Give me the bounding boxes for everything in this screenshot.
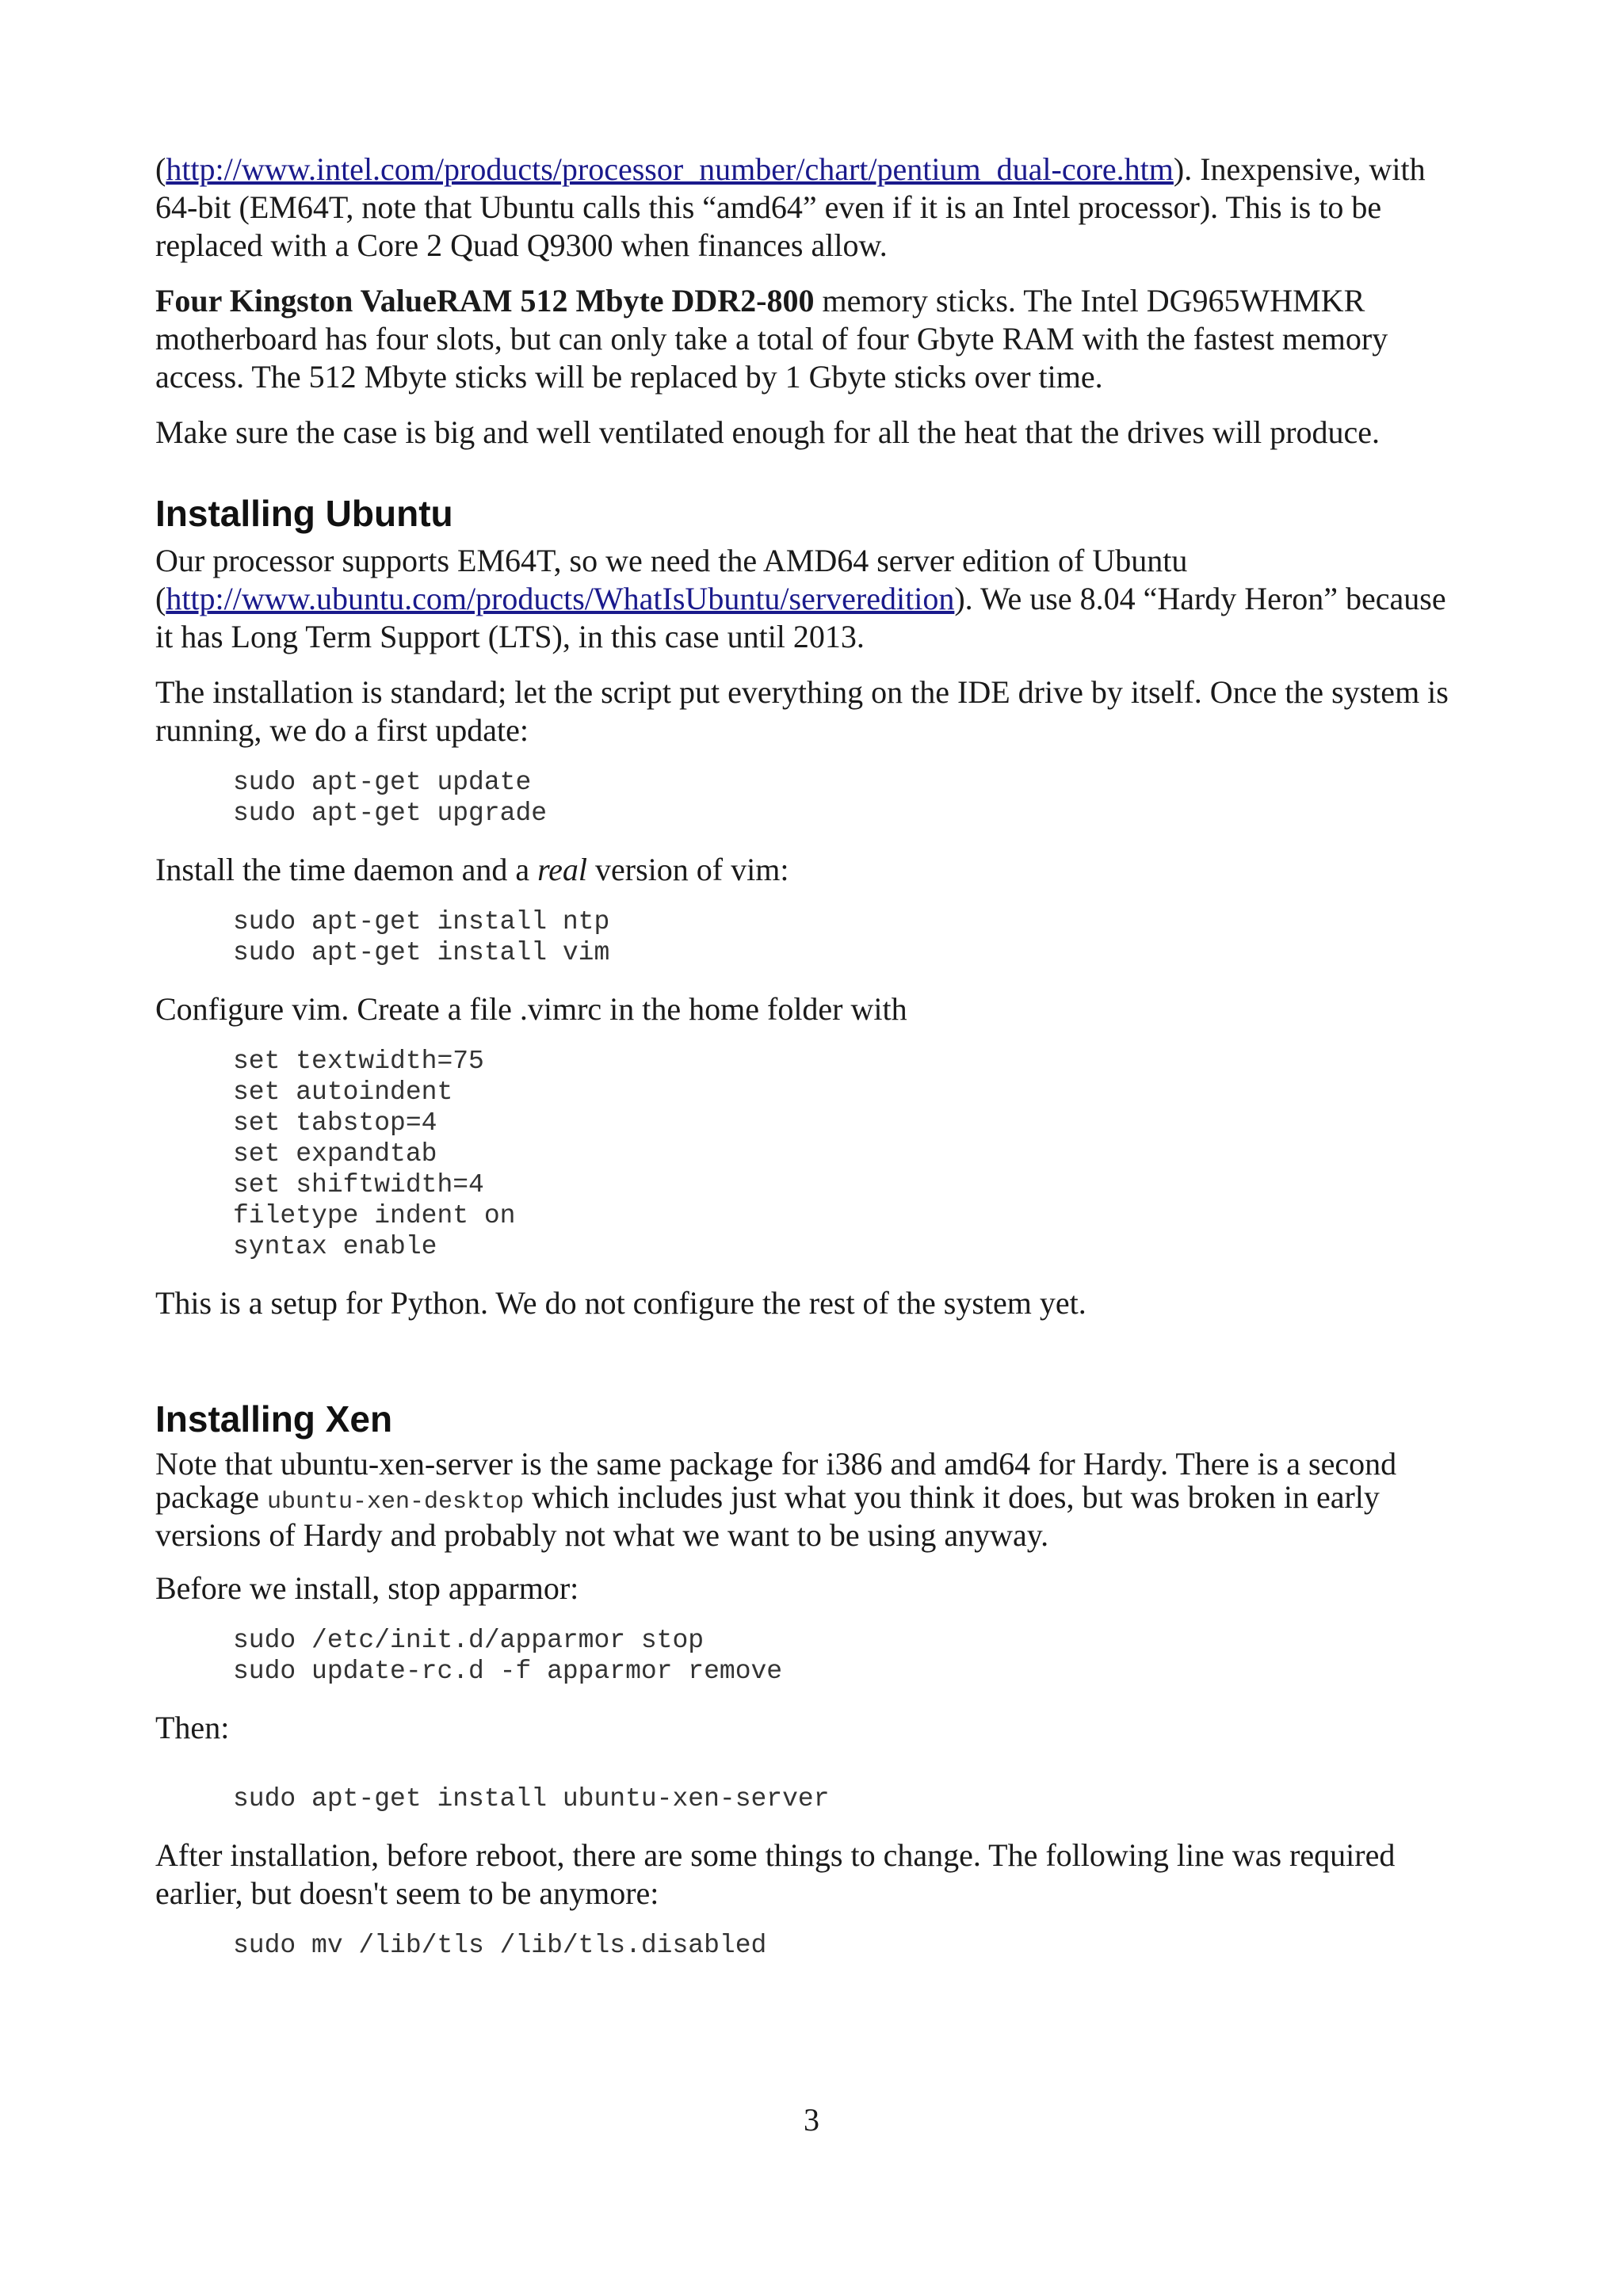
code-vimrc: set textwidth=75 set autoindent set tabstop=4 set expandtab set shiftwidth=4 filetype indent on syntax enable <box>233 1047 516 1261</box>
python-setup-paragraph: This is a setup for Python. We do not configure the rest of the system yet. <box>155 1285 1086 1321</box>
xen-package-text-after: which includes just what you think it does, but was broken in early versions of Hardy and probably not what we want to be using anyway. <box>155 1479 1380 1553</box>
code-apt-update: sudo apt-get update sudo apt-get upgrade <box>233 768 548 828</box>
code-move-tls: sudo mv /lib/tls /lib/tls.disabled <box>233 1931 767 1960</box>
processor-text: ). Inexpensive, with 64-bit (EM64T, note that Ubuntu calls this “amd64” even if it is an Intel processor). This is to be replaced with a Core 2 Quad Q9300 when finances allow. <box>155 151 1426 263</box>
intel-processor-link[interactable]: http://www.intel.com/products/processor_number/chart/pentium_dual-core.htm <box>166 151 1174 187</box>
memory-text: memory sticks. The Intel DG965WHMKR motherboard has four slots, but can only take a total of four Gbyte RAM with the fastest memory access. The 512 Mbyte sticks will be replaced by 1 Gbyte sticks over time. <box>155 283 1388 395</box>
processor-paragraph <box>155 151 1471 265</box>
code-install-xen-server: sudo apt-get install ubuntu-xen-server <box>233 1784 830 1814</box>
time-daemon-text: Install the time daemon and a <box>155 852 538 887</box>
xen-desktop-inline-code: ubuntu-xen-desktop <box>267 1489 525 1516</box>
code-stop-apparmor: sudo /etc/init.d/apparmor stop sudo update-rc.d -f apparmor remove <box>233 1626 783 1686</box>
ubuntu-server-link[interactable]: http://www.ubuntu.com/products/WhatIsUbuntu/serveredition <box>166 581 955 616</box>
after-installation-paragraph: After installation, before reboot, there are some things to change. The following line was required earlier, but doesn't seem to be anymore: <box>155 1837 1396 1911</box>
ubuntu-edition-text-after: ). We use 8.04 “Hardy Heron” because it has Long Term Support (LTS), in this case until 2013. <box>155 581 1446 654</box>
real-emphasis: real <box>537 852 588 887</box>
xen-package-paragraph <box>155 1447 1471 1552</box>
ubuntu-edition-text: Our processor supports EM64T, so we need the AMD64 server edition of Ubuntu ( <box>155 543 1188 616</box>
open-paren: ( <box>155 151 166 187</box>
heading-installing-xen: Installing Xen <box>155 1398 393 1440</box>
time-daemon-text-after: version of vim: <box>587 852 789 887</box>
configure-vim-paragraph: Configure vim. Create a file .vimrc in the home folder with <box>155 991 907 1027</box>
memory-paragraph <box>155 282 1471 396</box>
installation-paragraph: The installation is standard; let the script put everything on the IDE drive by itself. Once the system is running, we do a first update: <box>155 674 1449 748</box>
code-install-ntp-vim: sudo apt-get install ntp sudo apt-get install vim <box>233 907 610 967</box>
xen-package-text: Note that ubuntu-xen-server is the same package for i386 and amd64 for Hardy. There is a second package <box>155 1446 1397 1515</box>
then-paragraph: Then: <box>155 1710 230 1745</box>
ubuntu-edition-paragraph <box>155 542 1471 656</box>
document-page <box>155 151 1471 1983</box>
stop-apparmor-paragraph: Before we install, stop apparmor: <box>155 1570 579 1606</box>
time-daemon-paragraph <box>155 851 1471 889</box>
case-paragraph: Make sure the case is big and well ventilated enough for all the heat that the drives will produce. <box>155 414 1381 450</box>
memory-bold-text: Four Kingston ValueRAM 512 Mbyte DDR2-800 <box>155 283 815 318</box>
heading-installing-ubuntu: Installing Ubuntu <box>155 493 453 534</box>
page-number: 3 <box>804 2102 819 2138</box>
